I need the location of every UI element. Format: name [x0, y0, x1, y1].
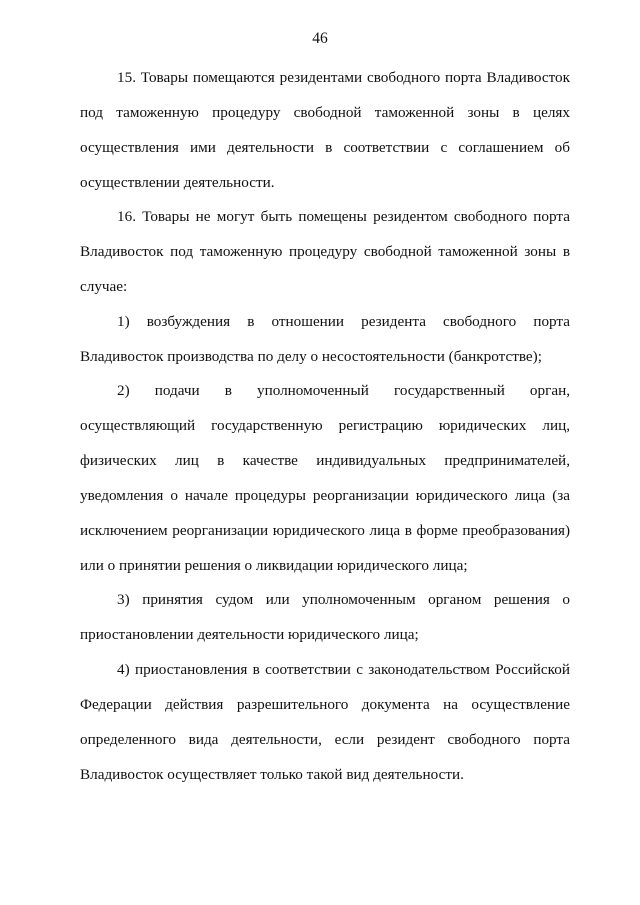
paragraph-15	[80, 68, 570, 208]
list-item-2	[80, 381, 570, 591]
paragraph-line: уведомления о начале процедуры реорганизации юридического лица (за	[80, 487, 570, 504]
paragraph-line: приостановлении деятельности юридического лица;	[80, 626, 419, 643]
list-item-1	[80, 312, 570, 382]
paragraph-line: 16. Товары не могут быть помещены резидентом свободного порта	[117, 208, 570, 225]
list-item-3	[80, 590, 570, 660]
paragraph-line: осуществляющий государственную регистрацию юридических лиц,	[80, 417, 570, 434]
paragraph-line: Владивосток производства по делу о несостоятельности (банкротстве);	[80, 348, 542, 365]
paragraph-line: физических лиц в качестве индивидуальных предпринимателей,	[80, 452, 570, 469]
paragraph-line: случае:	[80, 278, 128, 295]
paragraph-line: или о принятии решения о ликвидации юридического лица;	[80, 557, 468, 574]
paragraph-line: 15. Товары помещаются резидентами свободного порта Владивосток	[117, 69, 570, 86]
paragraph-16	[80, 207, 570, 312]
paragraph-line: 1) возбуждения в отношении резидента свободного порта	[117, 313, 570, 330]
paragraph-line: 3) принятия судом или уполномоченным органом решения о	[117, 591, 570, 608]
paragraph-line: под таможенную процедуру свободной таможенной зоны в целях	[80, 104, 570, 121]
list-item-4	[80, 660, 570, 800]
paragraph-line: Владивосток осуществляет только такой вид деятельности.	[80, 766, 464, 783]
paragraph-line: осуществления ими деятельности в соответствии с соглашением об	[80, 139, 570, 156]
paragraph-line: Федерации действия разрешительного документа на осуществление	[80, 696, 570, 713]
paragraph-line: 2) подачи в уполномоченный государственный орган,	[117, 382, 570, 399]
paragraph-line: осуществлении деятельности.	[80, 174, 275, 191]
paragraph-line: 4) приостановления в соответствии с законодательством Российской	[117, 661, 570, 678]
paragraph-line: Владивосток под таможенную процедуру свободной таможенной зоны в	[80, 243, 570, 260]
page-number: 46	[312, 30, 328, 47]
paragraph-line: исключением реорганизации юридического лица в форме преобразования)	[80, 522, 570, 539]
paragraph-line: определенного вида деятельности, если резидент свободного порта	[80, 731, 570, 748]
